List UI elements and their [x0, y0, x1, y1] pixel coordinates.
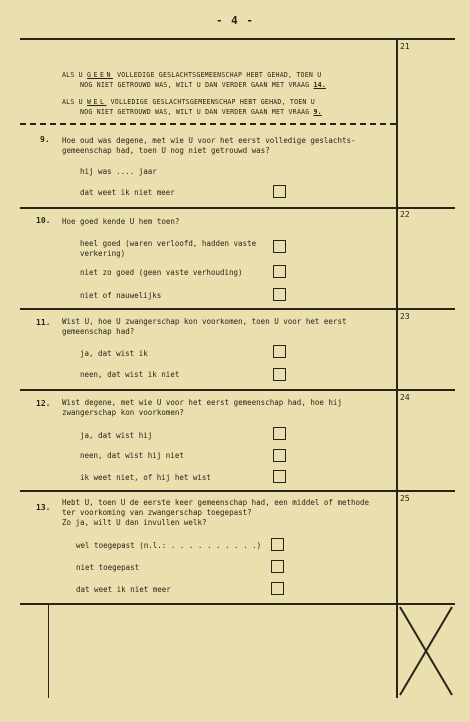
q10-checkbox-not-so-well[interactable]	[273, 265, 286, 278]
question-13-text-line2: ter voorkoming van zwangerschap toegepast?	[62, 508, 252, 517]
column-number-25: 25	[400, 494, 410, 503]
instruction-text: VOLLEDIGE GESLACHTSGEMEENSCHAP HEBT GEHAD, TOEN U	[112, 71, 322, 79]
top-rule	[20, 38, 455, 40]
q12-option-yes: ja, dat wist hij	[80, 431, 153, 440]
question-number-13: 13.	[36, 503, 51, 512]
q13-checkbox-dont-remember[interactable]	[271, 582, 284, 595]
q12-option-dont-know: ik weet niet, of hij het wist	[80, 473, 211, 482]
q13-checkbox-applied[interactable]	[271, 538, 284, 551]
question-reference-9: 9.	[313, 108, 322, 116]
question-number-11: 11.	[36, 318, 51, 327]
q11-checkbox-yes[interactable]	[273, 345, 286, 358]
q10-checkbox-hardly[interactable]	[273, 288, 286, 301]
q9-checkbox-dont-remember[interactable]	[273, 185, 286, 198]
q11-option-yes: ja, dat wist ik	[80, 349, 148, 358]
q12-option-no: neen, dat wist hij niet	[80, 451, 184, 460]
bottom-rule	[20, 603, 455, 605]
q10-checkbox-very-well[interactable]	[273, 240, 286, 253]
column-number-24: 24	[400, 393, 410, 402]
q12-checkbox-yes[interactable]	[273, 427, 286, 440]
divider-q12-q13	[20, 490, 455, 492]
question-12-text-line2: zwangerschap kon voorkomen?	[62, 408, 184, 417]
q10-option-hardly: niet of nauwelijks	[80, 291, 162, 300]
instruction-wel-line2	[80, 107, 322, 117]
question-9-text-line2: gemeenschap had, toen U nog niet getrouwd was?	[62, 146, 270, 155]
q12-checkbox-no[interactable]	[273, 449, 286, 462]
q13-option-not-applied: niet toegepast	[76, 563, 140, 572]
q9-option-age: hij was .... jaar	[80, 167, 157, 176]
q11-option-no: neen, dat wist ik niet	[80, 370, 180, 379]
q13-checkbox-not-applied[interactable]	[271, 560, 284, 573]
instruction-text: VOLLEDIGE GESLACHTSGEMEENSCHAP HEBT GEHAD, TOEN U	[106, 98, 315, 106]
q9-option-dont-remember: dat weet ik niet meer	[80, 188, 175, 197]
question-11-text-line2: gemeenschap had?	[62, 327, 135, 336]
question-number-12: 12.	[36, 399, 51, 408]
instruction-text: NOG NIET GETROUWD WAS, WILT U DAN VERDER GAAN MET VRAAG	[80, 81, 314, 89]
instruction-prefix: ALS U	[62, 98, 88, 106]
dashed-separator	[20, 123, 396, 125]
q13-option-applied: wel toegepast (n.l.: . . . . . . . . . .)	[76, 541, 262, 550]
crossed-out-cell-icon	[398, 605, 455, 698]
q12-checkbox-dont-know[interactable]	[273, 470, 286, 483]
instruction-geen-line1	[62, 70, 321, 80]
instruction-wel-line1	[62, 97, 315, 107]
question-12-text-line1: Wist degene, met wie U voor het eerst gemeenschap had, hoe hij	[62, 398, 342, 407]
divider-q9-q10	[20, 207, 455, 209]
right-column-divider	[396, 38, 398, 698]
instruction-geen-line2	[80, 80, 326, 90]
keyword-geen: GEEN	[87, 71, 113, 79]
column-number-21: 21	[400, 42, 410, 51]
question-13-text-line1: Hebt U, toen U de eerste keer gemeenschap had, een middel of methode	[62, 498, 370, 507]
column-number-22: 22	[400, 210, 410, 219]
question-9-text-line1: Hoe oud was degene, met wie U voor het eerst volledige geslachts-	[62, 136, 356, 145]
question-11-text-line1: Wist U, hoe U zwangerschap kon voorkomen, toen U voor het eerst	[62, 317, 347, 326]
question-number-10: 10.	[36, 216, 51, 225]
divider-q10-q11	[20, 308, 455, 310]
q10-option-very-well-cont: verkering)	[80, 249, 126, 258]
keyword-wel: WEL	[87, 98, 107, 106]
left-margin-line	[48, 603, 49, 698]
question-10-text: Hoe goed kende U hem toen?	[62, 217, 180, 226]
question-reference-14: 14.	[313, 81, 327, 89]
question-13-text-line3: Zo ja, wilt U dan invullen welk?	[62, 518, 207, 527]
page-number: - 4 -	[215, 14, 255, 27]
instruction-text: NOG NIET GETROUWD WAS, WILT U DAN VERDER GAAN MET VRAAG	[80, 108, 314, 116]
q13-option-dont-remember: dat weet ik niet meer	[76, 585, 171, 594]
question-number-9: 9.	[40, 135, 50, 144]
divider-q11-q12	[20, 389, 455, 391]
column-number-23: 23	[400, 312, 410, 321]
q11-checkbox-no[interactable]	[273, 368, 286, 381]
instruction-prefix: ALS U	[62, 71, 88, 79]
q10-option-not-so-well: niet zo goed (geen vaste verhouding)	[80, 268, 243, 277]
q10-option-very-well: heel goed (waren verloofd, hadden vaste	[80, 239, 257, 248]
